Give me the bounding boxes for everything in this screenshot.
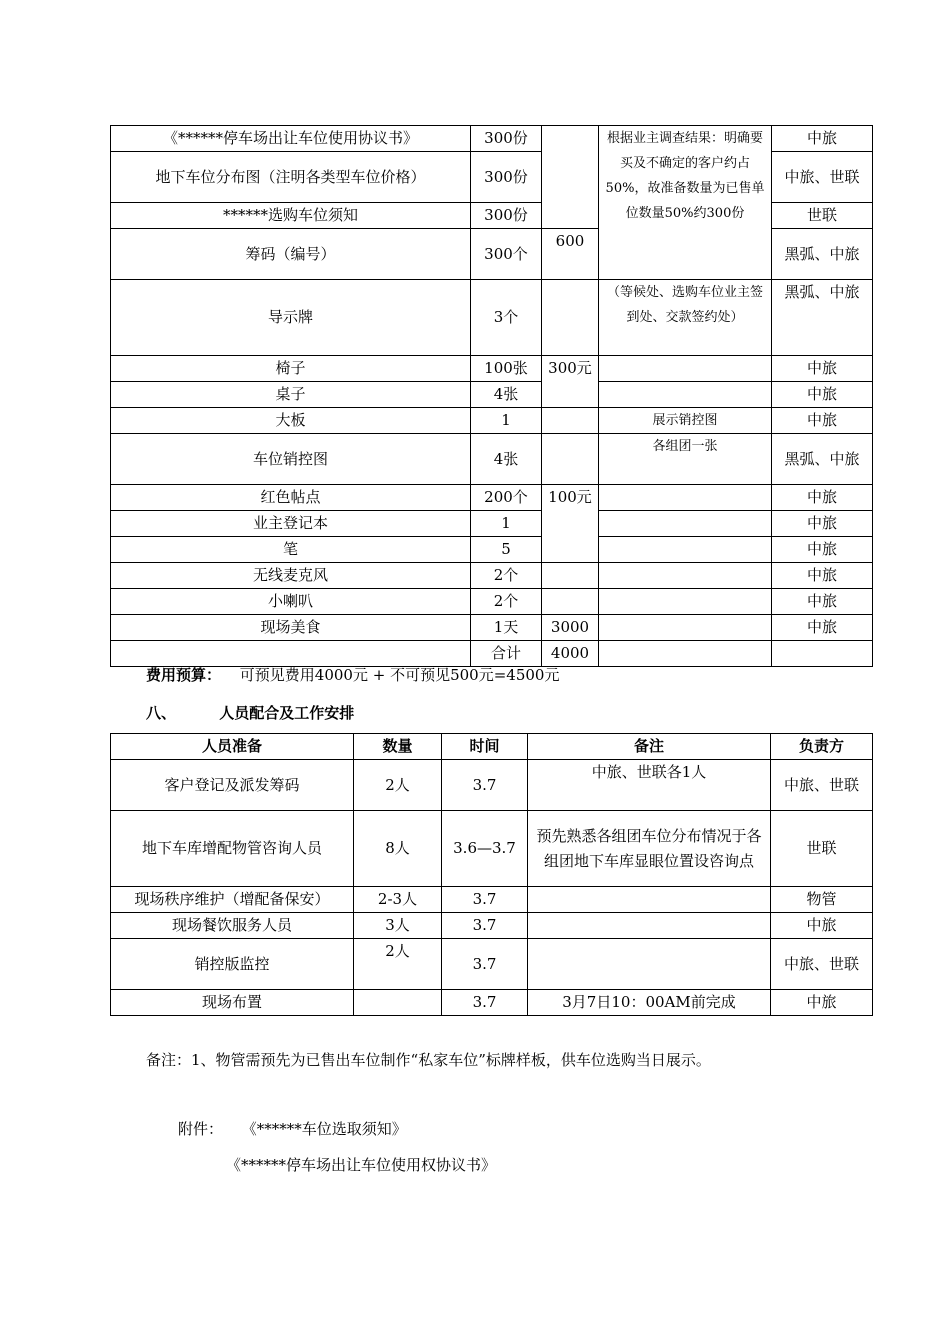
owner-cell: 中旅 (772, 615, 873, 641)
count-cell (354, 990, 442, 1016)
owner-cell: 黑弧、中旅 (772, 434, 873, 485)
owner-cell: 中旅 (772, 408, 873, 434)
qty-cell: 4张 (471, 382, 542, 408)
note-cell: 根据业主调查结果：明确要买及不确定的客户约占50%，故准备数量为已售单位数量50%约300份 (599, 126, 772, 280)
cost-cell (542, 563, 599, 589)
count-cell: 2-3人 (354, 887, 442, 913)
section-heading (146, 702, 354, 723)
note-cell (599, 615, 772, 641)
qty-cell: 300份 (471, 152, 542, 203)
owner-cell: 中旅 (772, 485, 873, 511)
section-number: 八、 (146, 704, 177, 722)
note-cell (528, 913, 771, 939)
count-cell: 2人 (354, 760, 442, 811)
count-cell: 3人 (354, 913, 442, 939)
owner-cell: 世联 (771, 811, 873, 887)
item-cell: 现场美食 (111, 615, 471, 641)
item-cell: 无线麦克风 (111, 563, 471, 589)
owner-cell: 中旅 (772, 382, 873, 408)
qty-cell: 4张 (471, 434, 542, 485)
cost-cell (542, 280, 599, 356)
note-cell (599, 485, 772, 511)
item-cell: 《******停车场出让车位使用协议书》 (111, 126, 471, 152)
owner-cell: 中旅、世联 (771, 939, 873, 990)
owner-cell: 中旅 (772, 511, 873, 537)
cost-cell: 300元 (542, 356, 599, 408)
note-cell: 展示销控图 (599, 408, 772, 434)
note-cell (599, 589, 772, 615)
cost-cell (542, 126, 599, 229)
remark-text: 备注：1、物管需预先为已售出车位制作“私家车位”标牌样板，供车位选购当日展示。 (146, 1051, 711, 1069)
cost-cell: 600 (542, 229, 599, 280)
owner-cell: 中旅 (771, 990, 873, 1016)
item-cell: ******选购车位须知 (111, 203, 471, 229)
item-cell: 导示牌 (111, 280, 471, 356)
qty-cell: 5 (471, 537, 542, 563)
note-cell (599, 356, 772, 382)
item-cell: 红色帖点 (111, 485, 471, 511)
qty-cell: 300个 (471, 229, 542, 280)
budget-label: 费用预算： (146, 666, 222, 684)
count-cell: 8人 (354, 811, 442, 887)
cost-cell: 3000 (542, 615, 599, 641)
qty-cell: 1天 (471, 615, 542, 641)
total-value: 4000 (542, 641, 599, 667)
time-cell: 3.7 (442, 990, 528, 1016)
note-cell: 3月7日10：00AM前完成 (528, 990, 771, 1016)
note-cell: 各组团一张 (599, 434, 772, 485)
section-title: 人员配合及工作安排 (219, 704, 355, 722)
qty-cell: 3个 (471, 280, 542, 356)
owner-cell (772, 641, 873, 667)
item-cell: 笔 (111, 537, 471, 563)
attachment-line (178, 1118, 407, 1139)
qty-cell: 1 (471, 511, 542, 537)
note-cell (528, 887, 771, 913)
header-cell: 人员准备 (111, 734, 354, 760)
note-cell: 中旅、世联各1人 (528, 760, 771, 811)
owner-cell: 中旅、世联 (772, 152, 873, 203)
cost-cell (542, 408, 599, 434)
role-cell: 现场秩序维护（增配备保安） (111, 887, 354, 913)
header-cell: 数量 (354, 734, 442, 760)
qty-cell: 300份 (471, 203, 542, 229)
note-cell (599, 537, 772, 563)
owner-cell: 中旅 (772, 537, 873, 563)
qty-cell: 300份 (471, 126, 542, 152)
header-cell: 备注 (528, 734, 771, 760)
time-cell: 3.6—3.7 (442, 811, 528, 887)
item-cell: 桌子 (111, 382, 471, 408)
item-cell: 筹码（编号） (111, 229, 471, 280)
total-label: 合计 (471, 641, 542, 667)
item-cell: 地下车位分布图（注明各类型车位价格） (111, 152, 471, 203)
cost-cell (542, 434, 599, 485)
item-cell: 业主登记本 (111, 511, 471, 537)
note-cell (599, 511, 772, 537)
budget-line (146, 664, 559, 685)
role-cell: 客户登记及派发筹码 (111, 760, 354, 811)
item-cell: 车位销控图 (111, 434, 471, 485)
header-cell: 负责方 (771, 734, 873, 760)
owner-cell: 中旅 (772, 563, 873, 589)
note-cell (599, 382, 772, 408)
attachment-item: 《******停车场出让车位使用权协议书》 (226, 1156, 497, 1174)
owner-cell: 物管 (771, 887, 873, 913)
owner-cell: 中旅 (772, 356, 873, 382)
item-cell: 大板 (111, 408, 471, 434)
owner-cell: 中旅 (771, 913, 873, 939)
qty-cell: 2个 (471, 563, 542, 589)
time-cell: 3.7 (442, 760, 528, 811)
owner-cell: 中旅、世联 (771, 760, 873, 811)
qty-cell: 200个 (471, 485, 542, 511)
owner-cell: 黑弧、中旅 (772, 229, 873, 280)
cost-cell (542, 589, 599, 615)
note-cell: （等候处、选购车位业主签到处、交款签约处） (599, 280, 772, 356)
staff-table (110, 733, 873, 1016)
time-cell: 3.7 (442, 939, 528, 990)
role-cell: 现场餐饮服务人员 (111, 913, 354, 939)
count-cell: 2人 (354, 939, 442, 990)
materials-table (110, 125, 873, 667)
role-cell: 销控版监控 (111, 939, 354, 990)
owner-cell: 中旅 (772, 126, 873, 152)
attachment-label: 附件： (178, 1120, 224, 1138)
header-cell: 时间 (442, 734, 528, 760)
note-cell (599, 563, 772, 589)
time-cell: 3.7 (442, 913, 528, 939)
owner-cell: 黑弧、中旅 (772, 280, 873, 356)
attachment-item: 《******车位选取须知》 (241, 1120, 407, 1138)
role-cell: 地下车库增配物管咨询人员 (111, 811, 354, 887)
note-cell: 预先熟悉各组团车位分布情况于各组团地下车库显眼位置设咨询点 (528, 811, 771, 887)
owner-cell: 中旅 (772, 589, 873, 615)
qty-cell: 2个 (471, 589, 542, 615)
qty-cell: 1 (471, 408, 542, 434)
item-cell (111, 641, 471, 667)
budget-text: 可预见费用4000元 + 不可预见500元=4500元 (239, 666, 560, 684)
note-cell (528, 939, 771, 990)
note-cell (599, 641, 772, 667)
owner-cell: 世联 (772, 203, 873, 229)
item-cell: 椅子 (111, 356, 471, 382)
role-cell: 现场布置 (111, 990, 354, 1016)
cost-cell: 100元 (542, 485, 599, 563)
time-cell: 3.7 (442, 887, 528, 913)
item-cell: 小喇叭 (111, 589, 471, 615)
qty-cell: 100张 (471, 356, 542, 382)
